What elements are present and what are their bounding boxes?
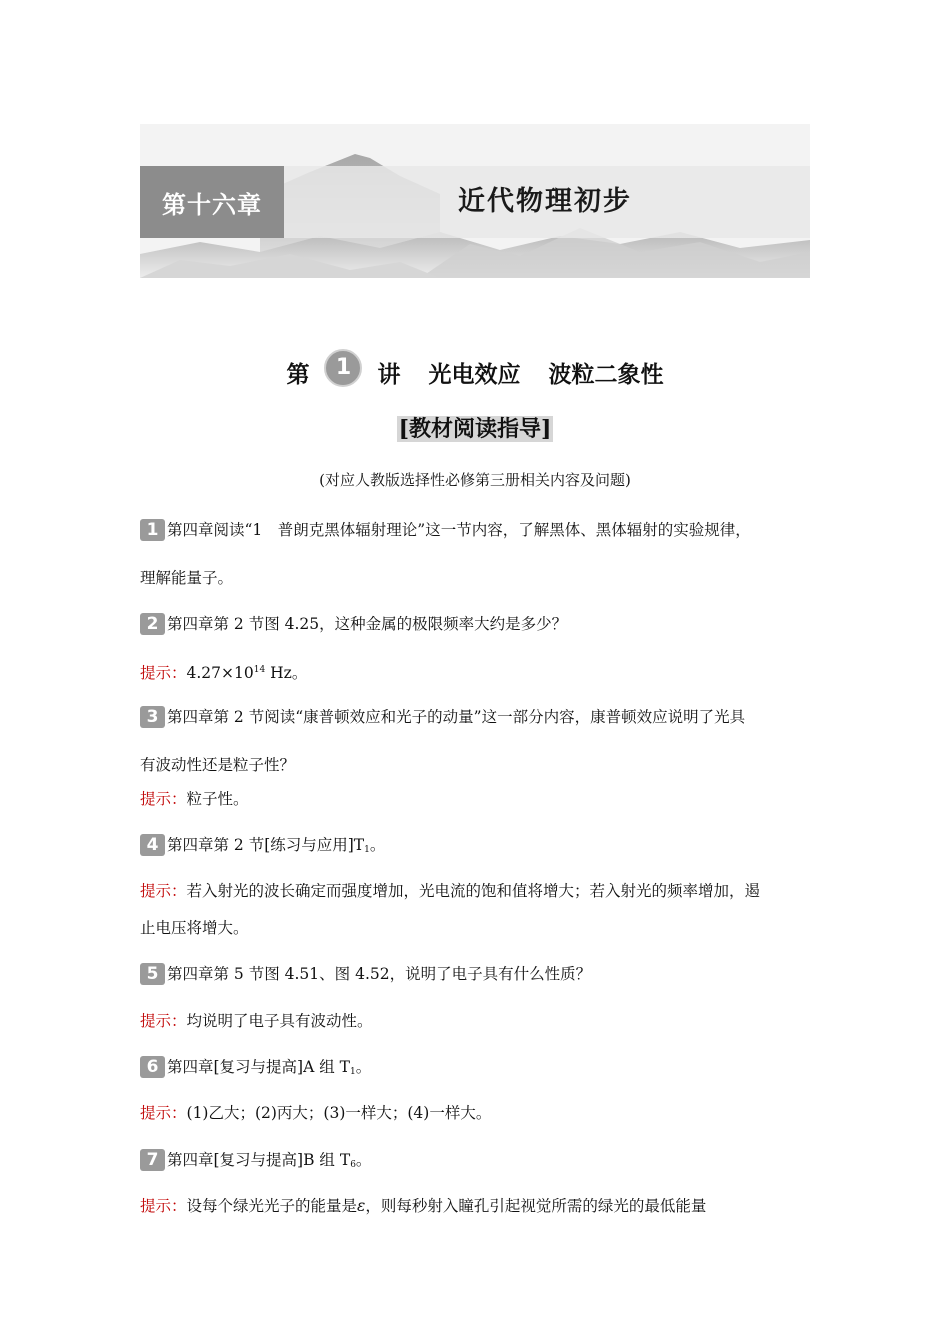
question-tail: 。: [355, 1058, 372, 1076]
lecture-topic-1: 光电效应: [428, 361, 521, 388]
question-tail: 。: [355, 1151, 372, 1169]
hint-text-continued: ，则每秒射入瞳孔引起视觉所需的绿光的最低能量: [365, 1197, 707, 1215]
hint-text: 4.27×10: [186, 664, 254, 682]
hint-unit: Hz。: [265, 664, 308, 682]
question-text: 第四章[复习与提高]A 组 T: [167, 1058, 350, 1076]
question-2: [140, 613, 567, 635]
hint-label: 提示：: [140, 790, 187, 808]
hint-7: [140, 1195, 706, 1217]
question-7: [140, 1149, 371, 1176]
question-text: 第四章阅读“1 普朗克黑体辐射理论”这一节内容，了解黑体、黑体辐射的实验规律，: [167, 521, 751, 539]
question-text: 第四章第 2 节阅读“康普顿效应和光子的动量”这一部分内容，康普顿效应说明了光具: [167, 708, 746, 726]
hint-label: 提示：: [140, 1104, 187, 1122]
lecture-number: 1: [335, 355, 352, 380]
hint-text: 若入射光的波长确定而强度增加，光电流的饱和值将增大；若入射光的频率增加，遏: [186, 882, 761, 900]
lecture-topic-2: 波粒二象性: [548, 361, 664, 388]
chapter-label: 第十六章: [140, 166, 284, 238]
question-number-badge: 1: [140, 519, 165, 541]
hint-variable: ε: [357, 1197, 366, 1215]
hint-exponent: 14: [253, 665, 266, 675]
chapter-title: 近代物理初步: [458, 186, 632, 217]
hint-5: [140, 1010, 373, 1032]
hint-4-continued: 止电压将增大。: [140, 919, 249, 937]
section-heading: [教材阅读指导]: [398, 416, 552, 442]
question-number-badge: 7: [140, 1149, 165, 1171]
question-number-badge: 6: [140, 1056, 165, 1078]
question-number-badge: 4: [140, 834, 165, 856]
question-text: 第四章第 2 节[练习与应用]T: [167, 836, 365, 854]
hint-text: (1)乙大；(2)丙大；(3)一样大；(4)一样大。: [186, 1104, 492, 1122]
question-3: [140, 706, 745, 728]
question-5: [140, 963, 591, 985]
question-number-badge: 5: [140, 963, 165, 985]
question-subscript: 6: [350, 1160, 356, 1170]
question-subscript: 1: [364, 845, 370, 855]
lecture-prefix: 第: [286, 361, 310, 388]
question-text: 第四章第 2 节图 4.25，这种金属的极限频率大约是多少？: [167, 615, 568, 633]
question-6: [140, 1056, 371, 1083]
section-subnote: (对应人教版选择性必修第三册相关内容及问题): [319, 471, 631, 489]
hint-text: 粒子性。: [186, 790, 249, 808]
question-1-continued: 理解能量子。: [140, 569, 234, 587]
question-3-continued: 有波动性还是粒子性？: [140, 756, 296, 774]
question-subscript: 1: [349, 1067, 356, 1077]
hint-2: [140, 659, 307, 684]
question-text: 第四章第 5 节图 4.51、图 4.52，说明了电子具有什么性质？: [167, 965, 592, 983]
hint-4: [140, 880, 760, 902]
question-text: 第四章[复习与提高]B 组 T: [167, 1151, 351, 1169]
lecture-title: [0, 356, 950, 396]
hint-3: [140, 788, 249, 810]
lecture-suffix: 讲: [377, 361, 401, 388]
chapter-banner: [140, 124, 810, 278]
hint-6: [140, 1102, 491, 1124]
hint-text: 均说明了电子具有波动性。: [186, 1012, 373, 1030]
hint-text: 设每个绿光光子的能量是: [186, 1197, 358, 1215]
question-1: [140, 519, 751, 541]
hint-label: 提示：: [140, 664, 187, 682]
question-number-badge: 3: [140, 706, 165, 728]
lecture-number-badge: [323, 348, 363, 388]
question-number-badge: 2: [140, 613, 165, 635]
question-tail: 。: [369, 836, 386, 854]
question-4: [140, 834, 385, 861]
hint-label: 提示：: [140, 882, 187, 900]
hint-label: 提示：: [140, 1012, 187, 1030]
hint-label: 提示：: [140, 1197, 187, 1215]
